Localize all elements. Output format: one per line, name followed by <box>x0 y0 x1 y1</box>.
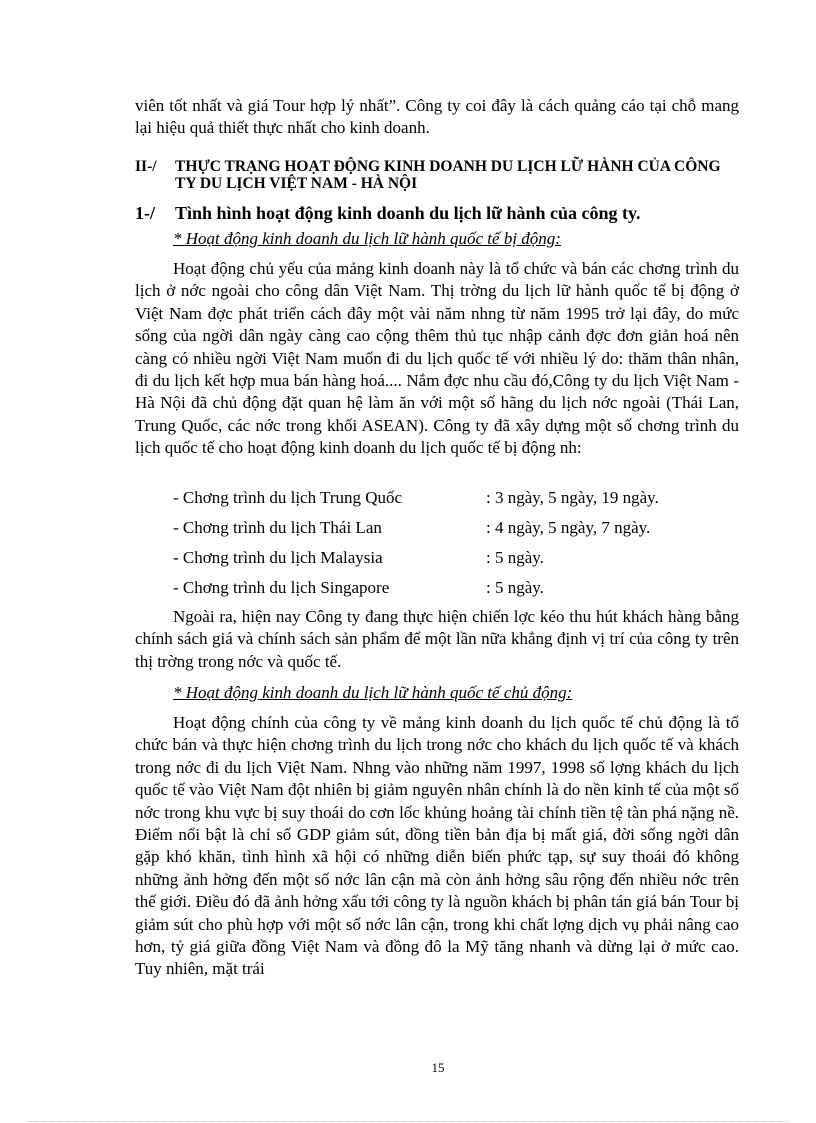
intro-paragraph: viên tốt nhất và giá Tour hợp lý nhất”. Công ty coi đây là cách quảng cáo tại chỗ mang lại hiệu quả thiết thực nhất cho kinh doanh. <box>135 96 739 138</box>
program-item <box>173 578 544 598</box>
passive-closing: Ngoài ra, hiện nay Công ty đang thực hiện chiến lợc kéo thu hút khách hàng bằng chính sách giá và chính sách sản phẩm để một lần nữa khẳng định vị trí của công ty trên thị trờng trong nớc và quốc tế. <box>135 607 739 671</box>
footer-divider <box>28 1121 788 1122</box>
program-duration: : 5 ngày. <box>486 548 544 567</box>
section-heading <box>135 158 739 192</box>
program-item <box>173 548 544 568</box>
section-title: THỰC TRẠNG HOẠT ĐỘNG KINH DOANH DU LỊCH LỮ HÀNH CỦA CÔNG TY DU LỊCH VIỆT NAM - HÀ NỘI <box>175 158 721 192</box>
subsection-title: Tình hình hoạt động kinh doanh du lịch lữ hành của công ty. <box>175 203 641 223</box>
program-duration: : 4 ngày, 5 ngày, 7 ngày. <box>486 518 651 537</box>
section-number: II-/ <box>135 158 157 175</box>
program-name: - Chơng trình du lịch Trung Quốc <box>173 488 403 507</box>
program-name: - Chơng trình du lịch Malaysia <box>173 548 383 567</box>
active-paragraph: Hoạt động chính của công ty về mảng kinh doanh du lịch quốc tế chủ động là tổ chức bán và thực hiện chơng trình du lịch trong nớc cho khách du lịch quốc tế và khách trong nớc đi du lịch Việt Nam. Nhng vào những năm 1997, 1998 số lợng khách du lịch quốc tế vào Việt Nam đột nhiên bị giảm nguyên nhân chính là do nền kinh tế của một số nớc trong khu vực bị suy thoái do cơn lốc khủng hoảng tài chính tiền tệ tàn phá nặng nề. Điểm nổi bật là chỉ số GDP giảm sút, đồng tiền bản địa bị mất giá, đời sống ngời dân gặp khó khăn, tình hình xã hội có những diễn biến phức tạp, sự suy thoái đó không những ảnh hởng đến một số nớc lân cận mà còn ảnh hởng sâu rộng đến nhiều nớc trên thế giới. Điều đó đã ảnh hởng xấu tới công ty là nguồn khách bị phân tán giá bán Tour bị giảm sút cho phù hợp với một số nớc lân cận, trong khi chất lợng dịch vụ phải nâng cao hơn, tỷ giá giữa đồng Việt Nam và đồng đô la Mỹ tăng nhanh và dừng lại ở mức cao. Tuy nhiên, mặt trái <box>135 713 739 979</box>
program-duration: : 5 ngày. <box>486 578 544 597</box>
page-number: 15 <box>431 1060 445 1075</box>
subsection-heading <box>135 203 641 224</box>
passive-heading: * Hoạt động kinh doanh du lịch lữ hành quốc tế bị động: <box>173 229 561 248</box>
program-duration: : 3 ngày, 5 ngày, 19 ngày. <box>486 488 659 507</box>
program-name: - Chơng trình du lịch Singapore <box>173 578 390 597</box>
passive-paragraph: Hoạt động chủ yếu của mảng kinh doanh này là tổ chức và bán các chơng trình du lịch ở nớc ngoài cho công dân Việt Nam. Thị trờng du lịch lữ hành quốc tế bị động ở Việt Nam đợc phát triển cách đây một vài năm nhng từ năm 1995 trở lại đây, do mức sống của ngời dân ngày càng cao cộng thêm thủ tục nhập cảnh đợc đơn giản hoá nên càng có nhiều ngời Việt Nam muốn đi du lịch quốc tế với nhiều lý do: thăm thân nhân, đi du lịch kết hợp mua bán hàng hoá.... Nắm đợc nhu cầu đó,Công ty du lịch Việt Nam - Hà Nội đã chủ động đặt quan hệ làm ăn với một số hãng du lịch nớc ngoài (Thái Lan, Trung Quốc, các nớc trong khối ASEAN). Công ty đã xây dựng một số chơng trình du lịch quốc tế cho hoạt động kinh doanh du lịch quốc tế bị động nh: <box>135 259 739 458</box>
subsection-number: 1-/ <box>135 203 155 223</box>
program-item <box>173 518 651 538</box>
program-item <box>173 488 659 508</box>
program-name: - Chơng trình du lịch Thái Lan <box>173 518 382 537</box>
active-heading: * Hoạt động kinh doanh du lịch lữ hành quốc tế chủ động: <box>173 683 573 702</box>
